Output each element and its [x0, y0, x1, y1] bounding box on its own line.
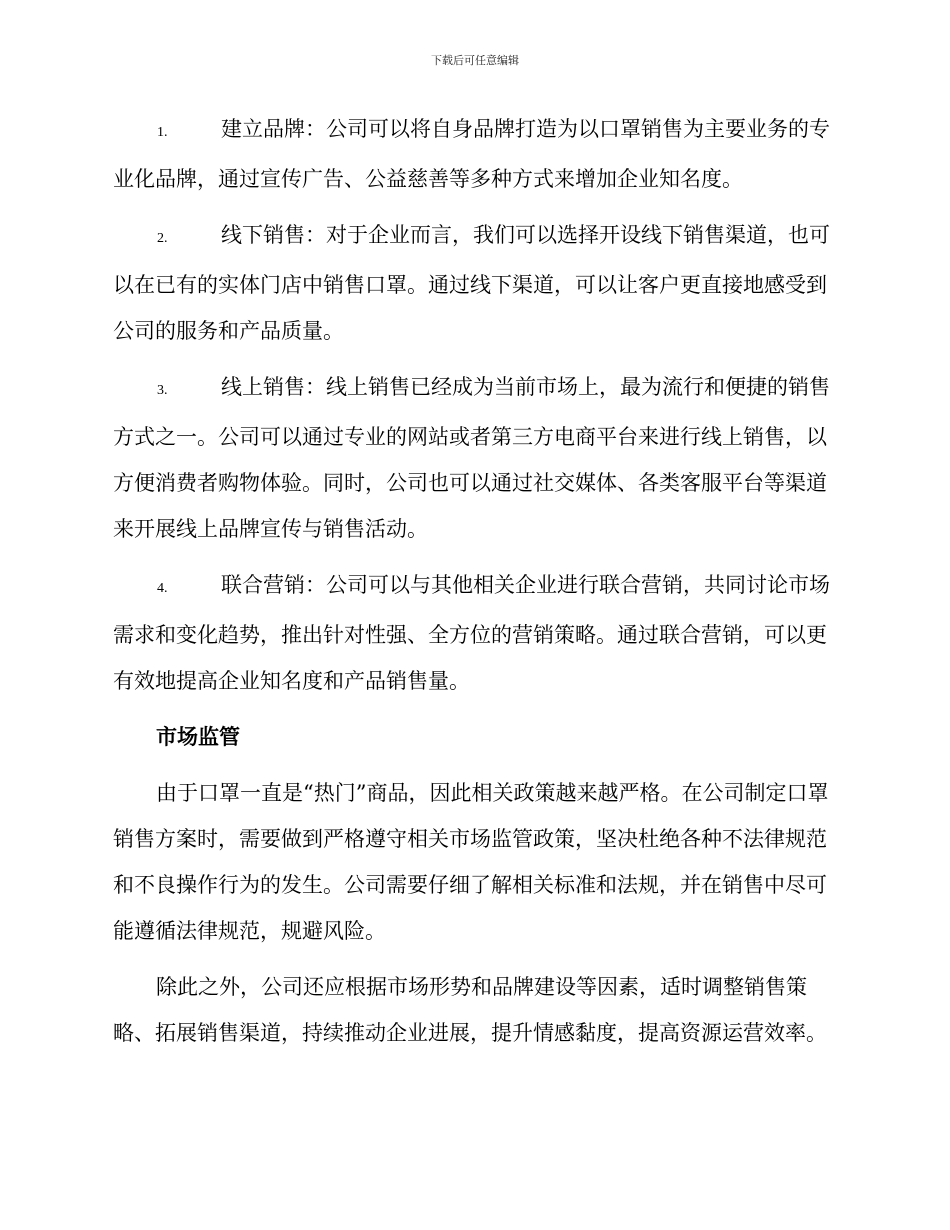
- section-heading: 市场监管: [156, 725, 240, 749]
- list-item-text: 线上销售：线上销售已经成为当前市场上，最为流行和便捷的销售方式之一。公司可以通过专业的网站或者第三方电商平台来进行线上销售，以方便消费者购物体验。同时，公司也可以通过社交媒体、各类客服平台等渠道来开展线上品牌宣传与销售活动。: [113, 375, 830, 541]
- list-item-number: 1.: [157, 125, 168, 140]
- body-paragraph: 除此之外，公司还应根据市场形势和品牌建设等因素，适时调整销售策略、拓展销售渠道，持续推动企业进展，提升情感黏度，提高资源运营效率。: [113, 975, 827, 1045]
- list-item: [113, 364, 831, 552]
- list-item-text: 联合营销：公司可以与其他相关企业进行联合营销，共同讨论市场需求和变化趋势，推出针对性强、全方位的营销策略。通过联合营销，可以更有效地提高企业知名度和产品销售量。: [113, 573, 830, 693]
- list-item: [113, 106, 831, 202]
- list-item-number: 2.: [157, 231, 168, 246]
- document-body: [113, 106, 831, 1066]
- list-item-number: 3.: [157, 383, 168, 398]
- list-item-number: 4.: [157, 581, 168, 596]
- list-item: [113, 562, 831, 704]
- page-header: 下载后可任意编辑: [431, 54, 519, 67]
- list-item-text: 建立品牌：公司可以将自身品牌打造为以口罩销售为主要业务的专业化品牌，通过宣传广告、公益慈善等多种方式来增加企业知名度。: [113, 117, 830, 191]
- list-item-text: 线下销售：对于企业而言，我们可以选择开设线下销售渠道，也可以在已有的实体门店中销售口罩。通过线下渠道，可以让客户更直接地感受到公司的服务和产品质量。: [113, 223, 830, 343]
- list-item: [113, 212, 831, 354]
- body-paragraph: 由于口罩一直是“热门”商品，因此相关政策越来越严格。在公司制定口罩销售方案时，需要做到严格遵守相关市场监管政策，坚决杜绝各种不法律规范和不良操作行为的发生。公司需要仔细了解相关标准和法规，并在销售中尽可能遵循法律规范，规避风险。: [113, 781, 829, 943]
